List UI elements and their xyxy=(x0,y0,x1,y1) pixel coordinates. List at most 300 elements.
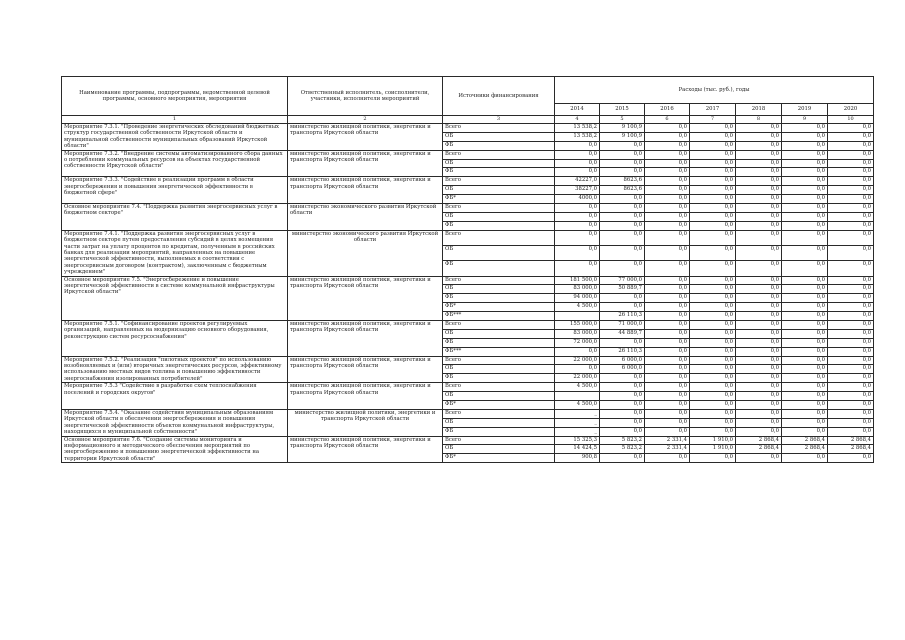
amount-cell: 13 538,2 xyxy=(555,124,600,133)
amount-cell: 0,0 xyxy=(645,245,690,260)
amount-cell: 0,0 xyxy=(782,177,828,186)
responsible-executor: министерство жилищной политики, энергетики и транспорта Иркутской области xyxy=(288,383,443,410)
amount-cell: 0,0 xyxy=(690,177,736,186)
amount-cell: 15 325,3 xyxy=(555,436,600,445)
amount-cell: 0,0 xyxy=(690,186,736,195)
table-row xyxy=(62,230,874,245)
amount-cell: 0,0 xyxy=(828,245,874,260)
amount-cell: 0,0 xyxy=(690,168,736,177)
amount-cell: 0,0 xyxy=(645,365,690,374)
amount-cell: 22 000,0 xyxy=(555,374,600,383)
responsible-executor: министерство жилищной политики, энергетики и транспорта Иркутской области xyxy=(288,409,443,436)
amount-cell: 0,0 xyxy=(645,392,690,401)
amount-cell: 0,0 xyxy=(645,409,690,418)
amount-cell: 0,0 xyxy=(782,276,828,285)
amount-cell: 0,0 xyxy=(736,124,782,133)
funding-source: ФБ*** xyxy=(443,347,555,356)
amount-cell: 38227,0 xyxy=(555,186,600,195)
amount-cell: 0,0 xyxy=(782,195,828,204)
activity-name: Мероприятие 7.5.1. "Софинансирование проектов регулируемых организаций, направленных на модернизацию основного оборудования, реконструкцию систем ресурсоснабжения" xyxy=(62,320,288,356)
header-year: 2019 xyxy=(782,104,828,116)
amount-cell: 0,0 xyxy=(782,374,828,383)
amount-cell: 0,0 xyxy=(828,221,874,230)
amount-cell: 0,0 xyxy=(736,186,782,195)
amount-cell: 0,0 xyxy=(645,303,690,312)
amount-cell: 26 110,3 xyxy=(600,347,645,356)
amount-cell: 0,0 xyxy=(645,418,690,427)
activity-name: Основное мероприятие 7.6. "Создание системы мониторинга и информационного и методического обеспечения мероприятий по энергосбережению и повышению энергетической эффективности на территории Иркутской области" xyxy=(62,436,288,463)
table-row xyxy=(62,436,874,445)
amount-cell: 0,0 xyxy=(736,338,782,347)
amount-cell: 0,0 xyxy=(736,221,782,230)
amount-cell: 0,0 xyxy=(690,159,736,168)
amount-cell: 0,0 xyxy=(736,212,782,221)
amount-cell: 0,0 xyxy=(690,261,736,276)
amount-cell: 155 000,0 xyxy=(555,320,600,329)
header-expenses: Расходы (тыс. руб.), годы xyxy=(555,77,874,104)
amount-cell: 0,0 xyxy=(690,221,736,230)
amount-cell: 0,0 xyxy=(782,303,828,312)
funding-source: Всего xyxy=(443,177,555,186)
amount-cell: 6 000,0 xyxy=(600,356,645,365)
amount-cell: 0,0 xyxy=(645,427,690,436)
amount-cell: 13 538,2 xyxy=(555,132,600,141)
amount-cell: 0,0 xyxy=(645,329,690,338)
amount-cell: 0,0 xyxy=(645,195,690,204)
amount-cell: 0,0 xyxy=(736,230,782,245)
amount-cell: 0,0 xyxy=(828,347,874,356)
amount-cell: 900,8 xyxy=(555,454,600,463)
amount-cell: 0,0 xyxy=(736,245,782,260)
amount-cell: 0,0 xyxy=(782,150,828,159)
amount-cell: 4 500,0 xyxy=(555,303,600,312)
amount-cell: 0,0 xyxy=(645,276,690,285)
amount-cell: 0,0 xyxy=(736,276,782,285)
activity-name: Мероприятие 7.5.3 "Содействие в разработке схем теплоснабжения поселений и городских округов" xyxy=(62,383,288,410)
funding-source: Всего xyxy=(443,320,555,329)
amount-cell: 94 000,0 xyxy=(555,294,600,303)
amount-cell: 1 910,0 xyxy=(690,436,736,445)
funding-source: Всего xyxy=(443,150,555,159)
funding-source: Всего xyxy=(443,383,555,392)
amount-cell: 0,0 xyxy=(782,124,828,133)
amount-cell: 0,0 xyxy=(690,230,736,245)
amount-cell: 0,0 xyxy=(782,204,828,213)
amount-cell: 0,0 xyxy=(782,245,828,260)
table-row xyxy=(62,383,874,392)
activity-name: Мероприятие 7.3.3. "Содействие в реализации программ в области энергосбережения и повышения энергетической эффективности в бюджетной сфере" xyxy=(62,177,288,204)
funding-source: ФБ*** xyxy=(443,312,555,321)
funding-source: ОБ xyxy=(443,245,555,260)
amount-cell: 0,0 xyxy=(782,132,828,141)
header-source: Источники финансирования xyxy=(443,77,555,116)
funding-source: Всего xyxy=(443,204,555,213)
amount-cell: 0,0 xyxy=(645,132,690,141)
amount-cell: 0,0 xyxy=(782,409,828,418)
activity-name: Основное мероприятие 7.5. "Энергосбережение и повышение энергетической эффективности в системе коммунальной инфраструктуры Иркутской области" xyxy=(62,276,288,320)
amount-cell: 72 000,0 xyxy=(555,338,600,347)
amount-cell: 5 823,2 xyxy=(600,445,645,454)
funding-source: ФБ xyxy=(443,374,555,383)
amount-cell: 8623,6 xyxy=(600,186,645,195)
amount-cell: 0,0 xyxy=(555,347,600,356)
amount-cell: 0,0 xyxy=(690,347,736,356)
amount-cell: 0,0 xyxy=(600,221,645,230)
header-year: 2016 xyxy=(645,104,690,116)
amount-cell: 0,0 xyxy=(782,356,828,365)
amount-cell: 0,0 xyxy=(690,338,736,347)
amount-cell xyxy=(555,312,600,321)
table-row xyxy=(62,409,874,418)
amount-cell: 0,0 xyxy=(600,418,645,427)
amount-cell: 0,0 xyxy=(828,365,874,374)
amount-cell: 0,0 xyxy=(828,168,874,177)
amount-cell: 8623,6 xyxy=(600,177,645,186)
funding-source: Всего xyxy=(443,356,555,365)
amount-cell: 0,0 xyxy=(600,427,645,436)
amount-cell: 0,0 xyxy=(690,454,736,463)
amount-cell: 0,0 xyxy=(600,392,645,401)
amount-cell: 0,0 xyxy=(555,204,600,213)
table-row xyxy=(62,356,874,365)
amount-cell: 0,0 xyxy=(828,392,874,401)
amount-cell: 5 823,2 xyxy=(600,436,645,445)
activity-name: Мероприятие 7.4.1. "Поддержка развития энергосервисных услуг в бюджетном секторе путем предоставления субсидий в целях возмещения части затрат на уплату процентов по кредитам, полученным в российских банках для реализации мероприятий, направленных на повышение энергетической эффективности, выполняемых в соответствии с энергосервисным договором (контрактом), заключенным с бюджетным учреждением" xyxy=(62,230,288,276)
amount-cell: 0,0 xyxy=(828,204,874,213)
amount-cell: 0,0 xyxy=(828,212,874,221)
amount-cell: 0,0 xyxy=(645,347,690,356)
amount-cell: 0,0 xyxy=(828,132,874,141)
amount-cell: 0,0 xyxy=(828,427,874,436)
amount-cell: 0,0 xyxy=(645,261,690,276)
table-row xyxy=(62,150,874,159)
column-index: 4 xyxy=(555,116,600,124)
amount-cell: 0,0 xyxy=(600,383,645,392)
amount-cell: 0,0 xyxy=(645,338,690,347)
amount-cell: 0,0 xyxy=(600,409,645,418)
activity-name: Мероприятие 7.3.1. "Проведение энергетических обследований бюджетных структур государственной собственности Иркутской области и муниципальной собственности муниципальных образований Иркутской области" xyxy=(62,124,288,151)
amount-cell: 0,0 xyxy=(782,186,828,195)
amount-cell: 0,0 xyxy=(600,195,645,204)
responsible-executor: министерство жилищной политики, энергетики и транспорта Иркутской области xyxy=(288,436,443,463)
amount-cell: 4000,0 xyxy=(555,195,600,204)
amount-cell: 2 868,4 xyxy=(782,445,828,454)
amount-cell: 0,0 xyxy=(828,141,874,150)
amount-cell: 2 331,4 xyxy=(645,436,690,445)
amount-cell: 0,0 xyxy=(736,261,782,276)
amount-cell: 0,0 xyxy=(600,204,645,213)
column-index: 3 xyxy=(443,116,555,124)
funding-source: ОБ xyxy=(443,186,555,195)
amount-cell: 0,0 xyxy=(645,383,690,392)
amount-cell: 0,0 xyxy=(828,150,874,159)
amount-cell: 0,0 xyxy=(690,392,736,401)
funding-source: ФБ* xyxy=(443,401,555,410)
amount-cell: 0,0 xyxy=(600,303,645,312)
amount-cell: 77 000,0 xyxy=(600,276,645,285)
column-index: 10 xyxy=(828,116,874,124)
amount-cell: 0,0 xyxy=(555,245,600,260)
funding-source: ОБ xyxy=(443,285,555,294)
header-name: Наименование программы, подпрограммы, ведомственной целевой программы, основного мероприятия, мероприятия xyxy=(62,77,288,116)
amount-cell: 0,0 xyxy=(555,230,600,245)
amount-cell: 2 868,4 xyxy=(828,436,874,445)
table-row xyxy=(62,177,874,186)
amount-cell: 181 500,0 xyxy=(555,276,600,285)
amount-cell: 0,0 xyxy=(645,374,690,383)
amount-cell: 0,0 xyxy=(736,285,782,294)
amount-cell: 0,0 xyxy=(782,338,828,347)
amount-cell: 0,0 xyxy=(645,168,690,177)
funding-source: ФБ xyxy=(443,338,555,347)
amount-cell: 0,0 xyxy=(828,276,874,285)
amount-cell: 71 000,0 xyxy=(600,320,645,329)
amount-cell: 0,0 xyxy=(736,418,782,427)
amount-cell: 0,0 xyxy=(782,401,828,410)
amount-cell: 2 868,4 xyxy=(736,445,782,454)
amount-cell: 1 910,0 xyxy=(690,445,736,454)
amount-cell: 0,0 xyxy=(828,320,874,329)
funding-source: ФБ xyxy=(443,294,555,303)
funding-source: ФБ* xyxy=(443,303,555,312)
amount-cell: 0,0 xyxy=(645,177,690,186)
amount-cell: 4 500,0 xyxy=(555,383,600,392)
amount-cell: 0,0 xyxy=(690,285,736,294)
amount-cell: 0,0 xyxy=(690,276,736,285)
funding-source: ФБ xyxy=(443,141,555,150)
amount-cell: 0,0 xyxy=(736,329,782,338)
amount-cell: 0,0 xyxy=(690,329,736,338)
amount-cell: 0,0 xyxy=(600,454,645,463)
amount-cell: 0,0 xyxy=(690,195,736,204)
column-index: 6 xyxy=(645,116,690,124)
amount-cell: 0,0 xyxy=(736,177,782,186)
funding-source: Всего xyxy=(443,124,555,133)
amount-cell: 0,0 xyxy=(782,212,828,221)
amount-cell: 0,0 xyxy=(782,221,828,230)
amount-cell: 0,0 xyxy=(690,427,736,436)
amount-cell: 22 000,0 xyxy=(555,356,600,365)
amount-cell: 9 100,9 xyxy=(600,132,645,141)
amount-cell: 0,0 xyxy=(645,320,690,329)
column-index: 8 xyxy=(736,116,782,124)
amount-cell: 0,0 xyxy=(782,159,828,168)
amount-cell: 0,0 xyxy=(782,294,828,303)
amount-cell: 0,0 xyxy=(645,285,690,294)
amount-cell: 0,0 xyxy=(828,285,874,294)
activity-name: Мероприятие 7.5.4. "Оказание содействия муниципальным образованиям Иркутской области в обеспечении энергосбережения и повышения энергетической эффективности объектов коммунальной инфраструктуры, находящихся в муниципальной собственности" xyxy=(62,409,288,436)
header-year: 2014 xyxy=(555,104,600,116)
amount-cell: 0,0 xyxy=(828,261,874,276)
amount-cell: 0,0 xyxy=(690,401,736,410)
amount-cell: 0,0 xyxy=(736,141,782,150)
amount-cell: 0,0 xyxy=(736,365,782,374)
amount-cell: 0,0 xyxy=(555,141,600,150)
funding-source: ОБ xyxy=(443,418,555,427)
amount-cell: 0,0 xyxy=(736,347,782,356)
amount-cell: 0,0 xyxy=(782,261,828,276)
amount-cell: 0,0 xyxy=(600,230,645,245)
amount-cell: 0,0 xyxy=(736,204,782,213)
table-row xyxy=(62,124,874,133)
column-index: 2 xyxy=(288,116,443,124)
amount-cell: 0,0 xyxy=(555,150,600,159)
budget-table xyxy=(61,76,874,463)
responsible-executor: министерство жилищной политики, энергетики и транспорта Иркутской области xyxy=(288,177,443,204)
funding-source: ОБ xyxy=(443,329,555,338)
funding-source: ФБ xyxy=(443,261,555,276)
amount-cell: 0,0 xyxy=(782,392,828,401)
amount-cell: 0,0 xyxy=(600,168,645,177)
header-executor: Ответственный исполнитель, соисполнители, участники, исполнители мероприятий xyxy=(288,77,443,116)
amount-cell: 9 100,9 xyxy=(600,124,645,133)
amount-cell: 0,0 xyxy=(736,132,782,141)
funding-source: ФБ xyxy=(443,168,555,177)
amount-cell: 0,0 xyxy=(690,204,736,213)
amount-cell: 0,0 xyxy=(736,374,782,383)
amount-cell: 0,0 xyxy=(645,204,690,213)
amount-cell: 4 500,0 xyxy=(555,401,600,410)
amount-cell: 2 868,4 xyxy=(828,445,874,454)
amount-cell: 0,0 xyxy=(782,347,828,356)
amount-cell: 0,0 xyxy=(736,294,782,303)
responsible-executor: министерство жилищной политики, энергетики и транспорта Иркутской области xyxy=(288,356,443,383)
amount-cell: 0,0 xyxy=(828,383,874,392)
funding-source: ФБ xyxy=(443,427,555,436)
amount-cell: 0,0 xyxy=(555,168,600,177)
amount-cell: _ xyxy=(555,427,600,436)
amount-cell: 2 868,4 xyxy=(736,436,782,445)
amount-cell: 0,0 xyxy=(828,124,874,133)
amount-cell: 0,0 xyxy=(600,159,645,168)
amount-cell: 0,0 xyxy=(690,383,736,392)
amount-cell: 0,0 xyxy=(690,124,736,133)
amount-cell: 0,0 xyxy=(645,312,690,321)
funding-source: Всего xyxy=(443,276,555,285)
amount-cell: 0,0 xyxy=(555,221,600,230)
amount-cell: 2 331,4 xyxy=(645,445,690,454)
amount-cell: 0,0 xyxy=(690,150,736,159)
amount-cell: 0,0 xyxy=(736,401,782,410)
amount-cell: 0,0 xyxy=(736,195,782,204)
amount-cell: 0,0 xyxy=(600,245,645,260)
amount-cell: 0,0 xyxy=(782,427,828,436)
funding-source: Всего xyxy=(443,436,555,445)
amount-cell: 83 000,0 xyxy=(555,329,600,338)
amount-cell: 0,0 xyxy=(828,294,874,303)
amount-cell: 26 110,3 xyxy=(600,312,645,321)
responsible-executor: министерство жилищной политики, энергетики и транспорта Иркутской области xyxy=(288,320,443,356)
amount-cell: 0,0 xyxy=(645,221,690,230)
amount-cell: 0,0 xyxy=(645,186,690,195)
amount-cell: 0,0 xyxy=(736,392,782,401)
responsible-executor: министерство жилищной политики, энергетики и транспорта Иркутской области xyxy=(288,124,443,151)
amount-cell: 50 889,7 xyxy=(600,285,645,294)
amount-cell: 0,0 xyxy=(645,356,690,365)
responsible-executor: министерство жилищной политики, энергетики и транспорта Иркутской области xyxy=(288,150,443,177)
amount-cell: 0,0 xyxy=(736,383,782,392)
amount-cell: 0,0 xyxy=(645,454,690,463)
funding-source: ОБ xyxy=(443,212,555,221)
amount-cell: 0,0 xyxy=(736,159,782,168)
amount-cell: 83 000,0 xyxy=(555,285,600,294)
amount-cell: 0,0 xyxy=(828,177,874,186)
amount-cell: 0,0 xyxy=(828,159,874,168)
amount-cell: 0,0 xyxy=(600,150,645,159)
amount-cell: 0,0 xyxy=(600,261,645,276)
amount-cell: 0,0 xyxy=(828,230,874,245)
amount-cell: 0,0 xyxy=(828,454,874,463)
amount-cell: 0,0 xyxy=(600,212,645,221)
amount-cell: 0,0 xyxy=(736,303,782,312)
column-index: 5 xyxy=(600,116,645,124)
table-row xyxy=(62,204,874,213)
activity-name: Основное мероприятие 7.4. "Поддержка развития энергосервисных услуг в бюджетном секторе" xyxy=(62,204,288,231)
amount-cell: 0,0 xyxy=(736,312,782,321)
amount-cell: 0,0 xyxy=(782,454,828,463)
amount-cell: 0,0 xyxy=(690,212,736,221)
header-year: 2015 xyxy=(600,104,645,116)
amount-cell: 44 889,7 xyxy=(600,329,645,338)
header-year: 2020 xyxy=(828,104,874,116)
amount-cell: 0,0 xyxy=(828,329,874,338)
amount-cell: 0,0 xyxy=(828,418,874,427)
amount-cell: 0,0 xyxy=(782,320,828,329)
column-index: 1 xyxy=(62,116,288,124)
activity-name: Мероприятие 7.3.2. "Внедрение системы автоматизированного сбора данных о потреблении коммунальных ресурсов на объектах государственной собственности Иркутской области" xyxy=(62,150,288,177)
amount-cell: 0,0 xyxy=(828,338,874,347)
amount-cell: 0,0 xyxy=(690,356,736,365)
table-row xyxy=(62,320,874,329)
amount-cell: 0,0 xyxy=(645,401,690,410)
amount-cell: 0,0 xyxy=(690,320,736,329)
budget-document xyxy=(61,76,873,463)
amount-cell: 0,0 xyxy=(828,401,874,410)
amount-cell: 0,0 xyxy=(782,168,828,177)
amount-cell: 0,0 xyxy=(645,141,690,150)
amount-cell: 0,0 xyxy=(736,409,782,418)
amount-cell: 0,0 xyxy=(645,230,690,245)
amount-cell: 0,0 xyxy=(645,159,690,168)
amount-cell: 0,0 xyxy=(736,320,782,329)
amount-cell: 0,0 xyxy=(690,418,736,427)
amount-cell: _ xyxy=(555,418,600,427)
amount-cell: 0,0 xyxy=(555,261,600,276)
amount-cell: 0,0 xyxy=(690,374,736,383)
amount-cell: 6 000,0 xyxy=(600,365,645,374)
amount-cell: 0,0 xyxy=(600,401,645,410)
responsible-executor: министерство жилищной политики, энергетики и транспорта Иркутской области xyxy=(288,276,443,320)
funding-source: Всего xyxy=(443,409,555,418)
amount-cell: 0,0 xyxy=(736,427,782,436)
amount-cell: 0,0 xyxy=(645,294,690,303)
amount-cell: 0,0 xyxy=(690,132,736,141)
funding-source: ОБ xyxy=(443,365,555,374)
funding-source: ОБ xyxy=(443,159,555,168)
amount-cell: 14 424,5 xyxy=(555,445,600,454)
amount-cell xyxy=(555,392,600,401)
amount-cell: 0,0 xyxy=(690,303,736,312)
funding-source: ФБ* xyxy=(443,195,555,204)
amount-cell: 0,0 xyxy=(736,454,782,463)
amount-cell: 0,0 xyxy=(782,141,828,150)
amount-cell: 0,0 xyxy=(555,212,600,221)
amount-cell: 0,0 xyxy=(828,312,874,321)
amount-cell: 0,0 xyxy=(645,150,690,159)
amount-cell: 0,0 xyxy=(690,294,736,303)
amount-cell: 0,0 xyxy=(600,338,645,347)
funding-source: ОБ xyxy=(443,132,555,141)
